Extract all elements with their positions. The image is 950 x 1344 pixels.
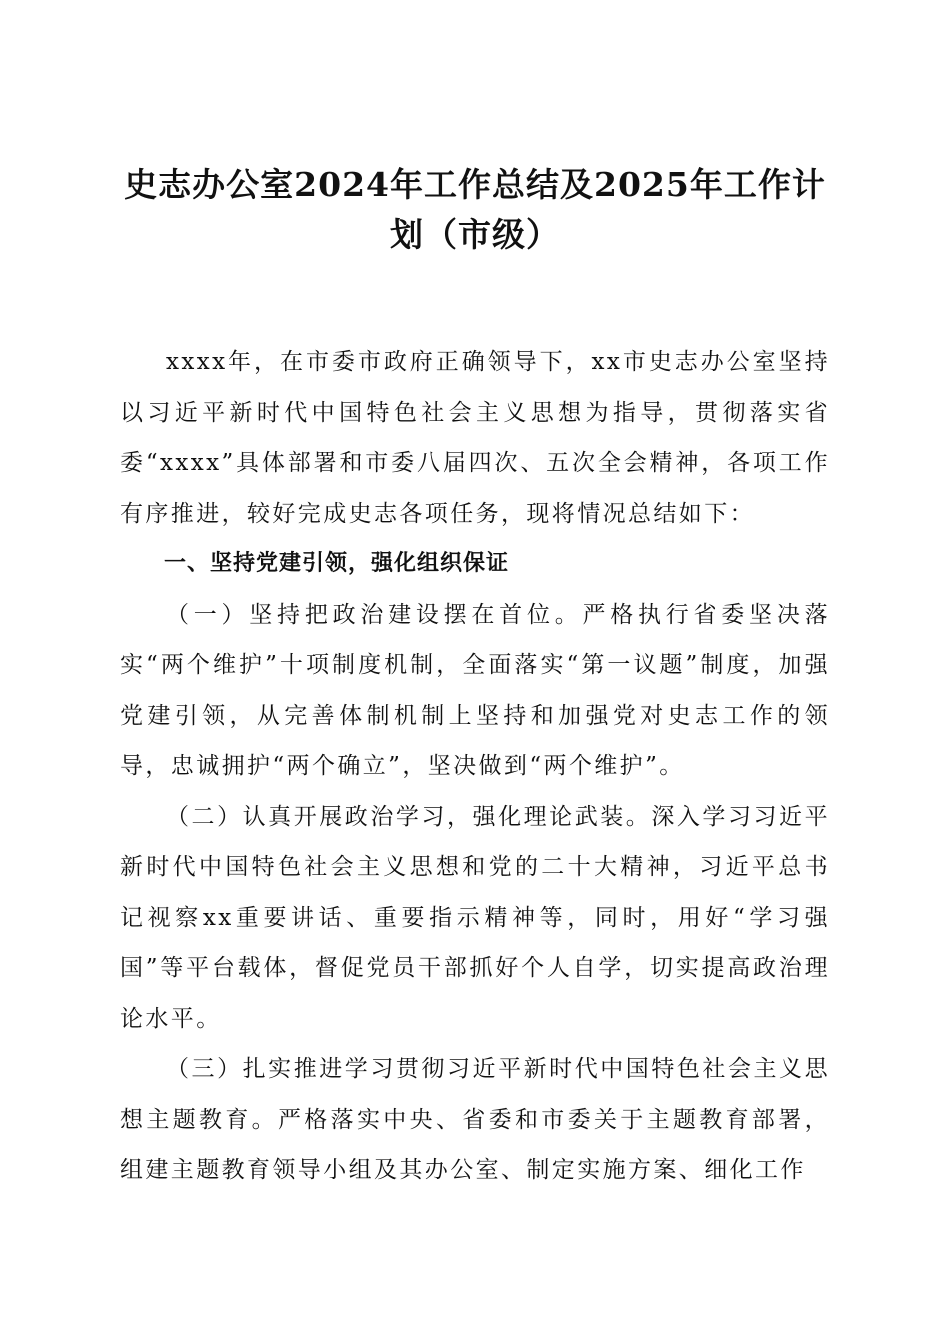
body-paragraph: （一）坚持把政治建设摆在首位。严格执行省委坚决落实“两个维护”十项制度机制，全面落实“第一议题”制度，加强党建引领，从完善体制机制上坚持和加强党对史志工作的领导，忠诚拥护“两个确立”，坚决做到“两个维护”。 <box>120 601 830 779</box>
body-paragraph: （二）认真开展政治学习，强化理论武装。深入学习习近平新时代中国特色社会主义思想和党的二十大精神，习近平总书记视察xx重要讲话、重要指示精神等，同时，用好“学习强国”等平台载体，督促党员干部抓好个人自学，切实提高政治理论水平。 <box>120 803 830 1032</box>
intro-paragraph: xxxx年，在市委市政府正确领导下，xx市史志办公室坚持以习近平新时代中国特色社会主义思想为指导，贯彻落实省委“xxxx”具体部署和市委八届四次、五次全会精神，各项工作有序推进，较好完成史志各项任务，现将情况总结如下： <box>120 349 830 527</box>
document-body <box>120 337 830 1196</box>
section-heading: 一、坚持党建引领，强化组织保证 <box>164 551 510 576</box>
document-title: 史志办公室2024年工作总结及2025年工作计划（市级） <box>124 165 826 254</box>
body-paragraph: （三）扎实推进学习贯彻习近平新时代中国特色社会主义思想主题教育。严格落实中央、省委和市委关于主题教育部署，组建主题教育领导小组及其办公室、制定实施方案、细化工作 <box>120 1056 830 1183</box>
